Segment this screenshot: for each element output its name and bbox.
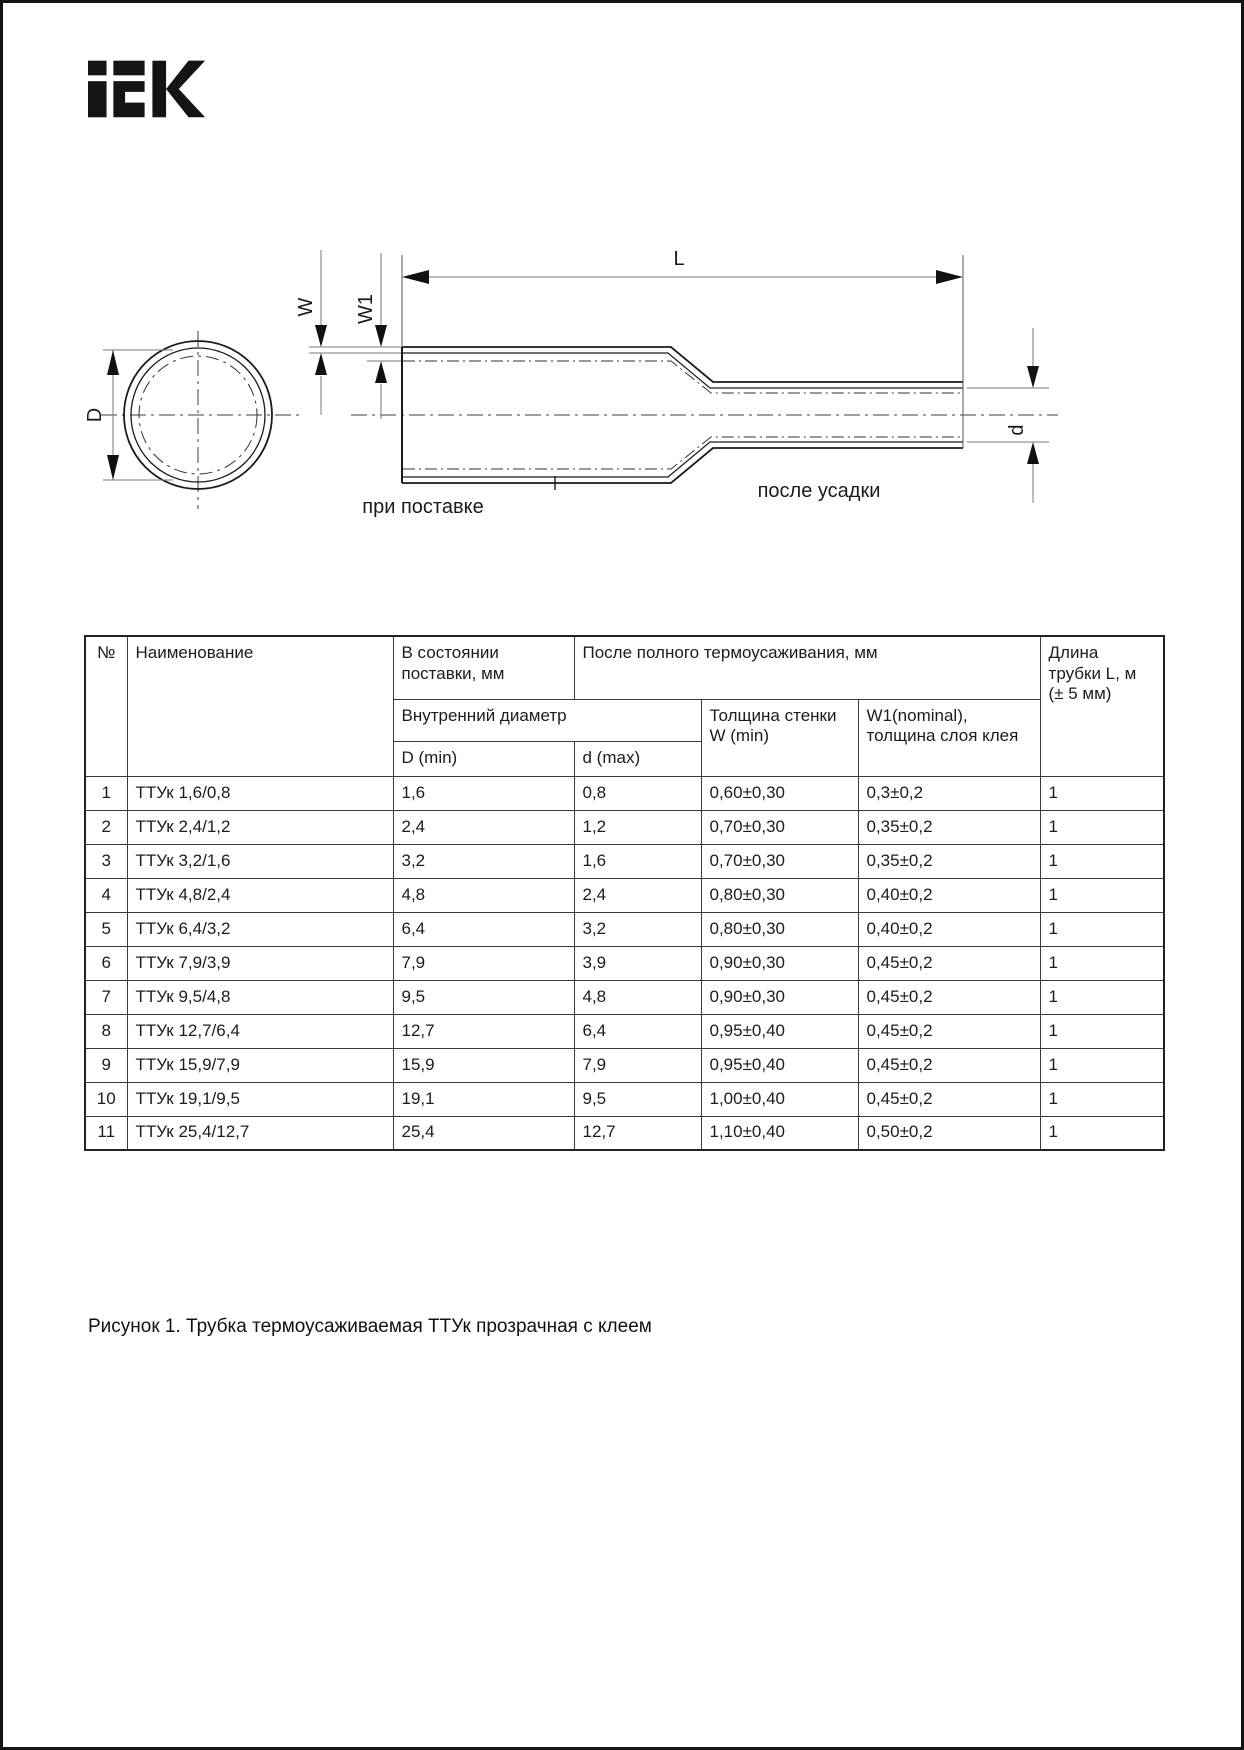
- dimension-W1: [355, 253, 401, 419]
- cell-row-number: 7: [85, 980, 127, 1014]
- spec-table: [84, 635, 1165, 1151]
- table-cell: 3,9: [574, 946, 701, 980]
- table-cell: 1: [1040, 1116, 1164, 1150]
- table-cell: 1,10±0,40: [701, 1116, 858, 1150]
- table-cell: 1: [1040, 1048, 1164, 1082]
- dimension-d: [967, 328, 1049, 503]
- table-cell: 0,90±0,30: [701, 946, 858, 980]
- cell-row-number: 4: [85, 878, 127, 912]
- table-cell: 1,2: [574, 810, 701, 844]
- table-cell: 0,40±0,2: [858, 912, 1040, 946]
- label-after-shrink: после усадки: [757, 480, 881, 502]
- header-length: Длина трубки L, м (± 5 мм): [1040, 636, 1164, 776]
- dimension-W: [295, 250, 401, 415]
- cell-row-number: 2: [85, 810, 127, 844]
- table-cell: 1: [1040, 776, 1164, 810]
- label-D: D: [84, 407, 106, 423]
- figure-caption: Рисунок 1. Трубка термоусаживаемая ТТУк прозрачная с клеем: [88, 1316, 652, 1337]
- table-cell: ТТУк 19,1/9,5: [127, 1082, 393, 1116]
- table-cell: ТТУк 7,9/3,9: [127, 946, 393, 980]
- cell-row-number: 1: [85, 776, 127, 810]
- table-cell: 9,5: [393, 980, 574, 1014]
- header-glue-thickness: W1(nominal), толщина слоя клея: [858, 699, 1040, 776]
- table-cell: 0,70±0,30: [701, 844, 858, 878]
- label-W: W: [295, 297, 317, 317]
- table-cell: 4,8: [393, 878, 574, 912]
- table-cell: 0,80±0,30: [701, 912, 858, 946]
- cell-row-number: 3: [85, 844, 127, 878]
- header-d-min: D (min): [393, 741, 574, 776]
- label-d: d: [1006, 424, 1028, 436]
- table-row: [85, 1082, 1164, 1116]
- table-cell: 0,60±0,30: [701, 776, 858, 810]
- cell-row-number: 8: [85, 1014, 127, 1048]
- table-cell: 1: [1040, 878, 1164, 912]
- header-name: Наименование: [127, 636, 393, 776]
- table-cell: 0,95±0,40: [701, 1048, 858, 1082]
- table-cell: 7,9: [393, 946, 574, 980]
- table-cell: 4,8: [574, 980, 701, 1014]
- table-cell: 25,4: [393, 1116, 574, 1150]
- table-row: [85, 844, 1164, 878]
- table-cell: ТТУк 3,2/1,6: [127, 844, 393, 878]
- side-view: [402, 255, 963, 490]
- header-d-max: d (max): [574, 741, 701, 776]
- table-cell: 2,4: [574, 878, 701, 912]
- table-row: [85, 1048, 1164, 1082]
- table-cell: 12,7: [574, 1116, 701, 1150]
- table-cell: 0,35±0,2: [858, 844, 1040, 878]
- label-supplied-state: при поставке: [362, 496, 484, 518]
- table-cell: 0,50±0,2: [858, 1116, 1040, 1150]
- table-cell: 3,2: [393, 844, 574, 878]
- dimension-L: [402, 248, 963, 284]
- table-cell: ТТУк 12,7/6,4: [127, 1014, 393, 1048]
- table-cell: 0,45±0,2: [858, 1048, 1040, 1082]
- table-row: [85, 946, 1164, 980]
- cell-row-number: 5: [85, 912, 127, 946]
- table-cell: ТТУк 1,6/0,8: [127, 776, 393, 810]
- table-cell: 7,9: [574, 1048, 701, 1082]
- table-cell: ТТУк 9,5/4,8: [127, 980, 393, 1014]
- spec-table-header: [85, 636, 1164, 776]
- table-cell: 12,7: [393, 1014, 574, 1048]
- table-cell: 9,5: [574, 1082, 701, 1116]
- table-cell: 1: [1040, 810, 1164, 844]
- cell-row-number: 9: [85, 1048, 127, 1082]
- table-cell: 1,6: [574, 844, 701, 878]
- table-cell: 0,35±0,2: [858, 810, 1040, 844]
- cell-row-number: 6: [85, 946, 127, 980]
- table-cell: 1: [1040, 912, 1164, 946]
- table-cell: 1: [1040, 980, 1164, 1014]
- table-cell: 0,90±0,30: [701, 980, 858, 1014]
- table-cell: 19,1: [393, 1082, 574, 1116]
- table-row: [85, 1116, 1164, 1150]
- table-cell: 1: [1040, 844, 1164, 878]
- table-cell: 0,45±0,2: [858, 946, 1040, 980]
- table-cell: 0,8: [574, 776, 701, 810]
- header-wall-thickness: Толщина стенки W (min): [701, 699, 858, 776]
- table-cell: 0,45±0,2: [858, 1082, 1040, 1116]
- table-cell: 3,2: [574, 912, 701, 946]
- table-row: [85, 980, 1164, 1014]
- table-row: [85, 810, 1164, 844]
- table-row: [85, 912, 1164, 946]
- table-cell: 6,4: [574, 1014, 701, 1048]
- table-cell: 0,80±0,30: [701, 878, 858, 912]
- table-cell: 1: [1040, 946, 1164, 980]
- table-cell: 15,9: [393, 1048, 574, 1082]
- table-cell: 1,6: [393, 776, 574, 810]
- cell-row-number: 11: [85, 1116, 127, 1150]
- table-cell: 0,45±0,2: [858, 1014, 1040, 1048]
- table-cell: 0,45±0,2: [858, 980, 1040, 1014]
- header-no: №: [85, 636, 127, 776]
- table-cell: ТТУк 25,4/12,7: [127, 1116, 393, 1150]
- table-cell: 6,4: [393, 912, 574, 946]
- table-cell: 2,4: [393, 810, 574, 844]
- table-cell: 0,95±0,40: [701, 1014, 858, 1048]
- cell-row-number: 10: [85, 1082, 127, 1116]
- label-L: L: [673, 248, 685, 270]
- header-after-shrink: После полного термоусаживания, мм: [574, 636, 1040, 699]
- table-cell: 1: [1040, 1014, 1164, 1048]
- table-cell: ТТУк 2,4/1,2: [127, 810, 393, 844]
- label-W1: W1: [355, 294, 377, 324]
- table-cell: 0,40±0,2: [858, 878, 1040, 912]
- table-row: [85, 1014, 1164, 1048]
- table-row: [85, 878, 1164, 912]
- table-cell: ТТУк 15,9/7,9: [127, 1048, 393, 1082]
- table-cell: 0,70±0,30: [701, 810, 858, 844]
- table-row: [85, 776, 1164, 810]
- table-cell: ТТУк 4,8/2,4: [127, 878, 393, 912]
- header-inner-diameter: Внутренний диаметр: [393, 699, 701, 741]
- header-supplied: В состоянии поставки, мм: [393, 636, 574, 699]
- table-cell: ТТУк 6,4/3,2: [127, 912, 393, 946]
- table-cell: 0,3±0,2: [858, 776, 1040, 810]
- table-cell: 1: [1040, 1082, 1164, 1116]
- spec-table-body: [85, 776, 1164, 1150]
- table-cell: 1,00±0,40: [701, 1082, 858, 1116]
- technical-drawing: [3, 3, 1244, 563]
